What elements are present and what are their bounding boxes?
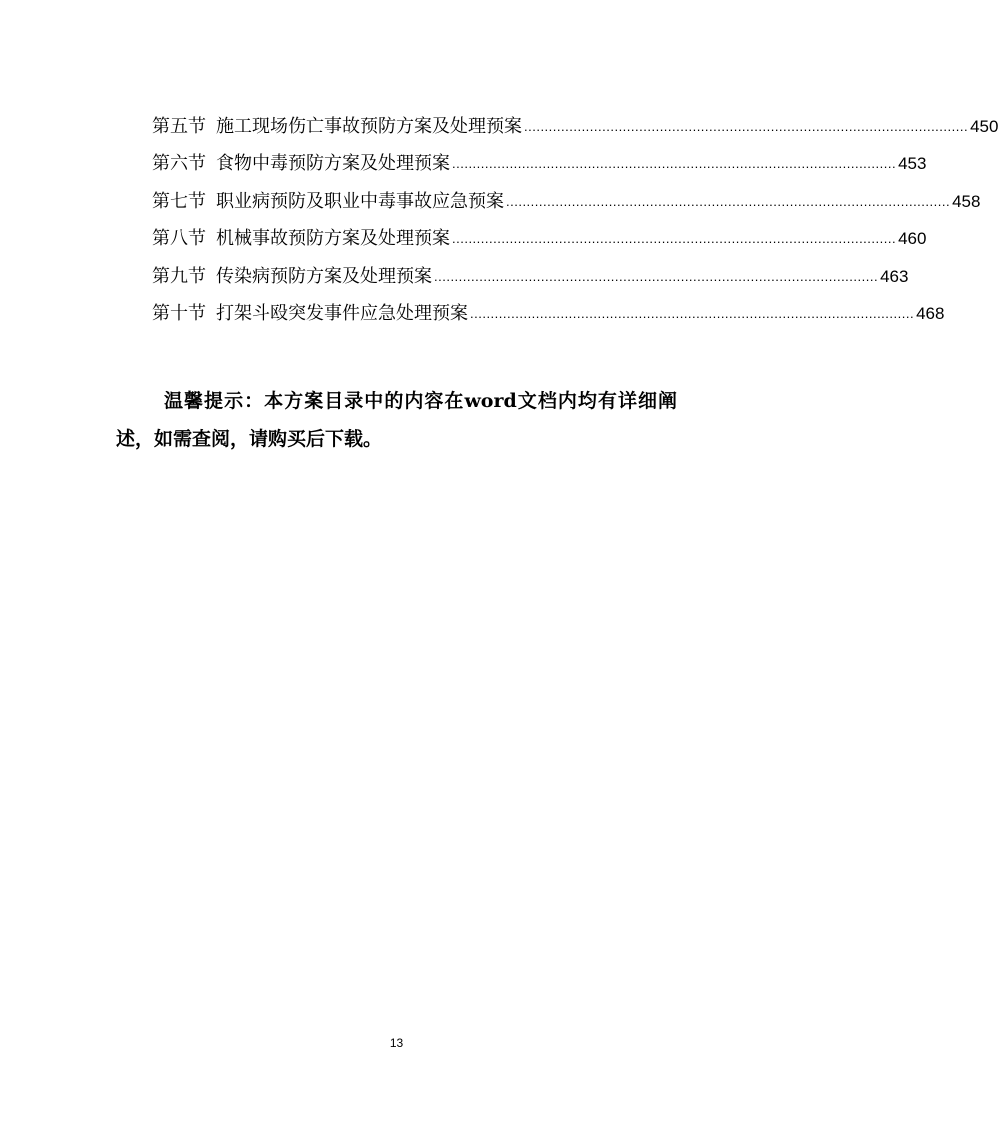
toc-section-number: 第五节	[152, 115, 206, 137]
toc-page-number: 458	[952, 191, 981, 211]
toc-dot-leader: ............................................................................................................	[452, 156, 897, 171]
toc-page-number: 463	[880, 266, 909, 286]
toc-page-number: 450	[970, 116, 998, 136]
toc-dot-leader: ............................................................................................................	[470, 306, 915, 321]
toc-entry[interactable]	[152, 292, 945, 330]
toc-section-title: 食物中毒预防方案及处理预案	[216, 153, 450, 174]
toc-dot-leader: ............................................................................................................	[506, 193, 951, 209]
toc-section-number: 第十节	[152, 303, 206, 324]
toc-section-number: 第七节	[152, 190, 206, 212]
toc-entry[interactable]	[152, 217, 927, 255]
toc-entry[interactable]	[152, 104, 998, 142]
toc-section-title: 职业病预防及职业中毒事故应急预案	[216, 190, 504, 212]
download-notice: 温馨提示：本方案目录中的内容在word文档内均有详细阐述，如需查阅，请购买后下载。	[116, 390, 677, 450]
toc-entry[interactable]	[152, 179, 981, 217]
toc-section-number: 第六节	[152, 153, 206, 174]
toc-section-number: 第八节	[152, 228, 206, 249]
table-of-contents	[152, 104, 998, 329]
toc-page-number: 460	[898, 229, 927, 248]
toc-dot-leader: ............................................................................................................	[434, 268, 879, 284]
toc-section-title: 施工现场伤亡事故预防方案及处理预案	[216, 115, 522, 137]
page-number: 13	[389, 1036, 404, 1050]
toc-entry[interactable]	[152, 142, 927, 180]
toc-page-number: 468	[916, 304, 945, 323]
toc-section-title: 传染病预防方案及处理预案	[216, 265, 432, 287]
toc-dot-leader: ............................................................................................................	[452, 231, 897, 246]
toc-page-number: 453	[898, 154, 927, 173]
toc-section-number: 第九节	[152, 265, 206, 287]
toc-section-title: 机械事故预防方案及处理预案	[216, 228, 450, 249]
toc-entry[interactable]	[152, 254, 909, 292]
toc-section-title: 打架斗殴突发事件应急处理预案	[216, 303, 468, 324]
toc-dot-leader: ............................................................................................................	[524, 118, 969, 134]
